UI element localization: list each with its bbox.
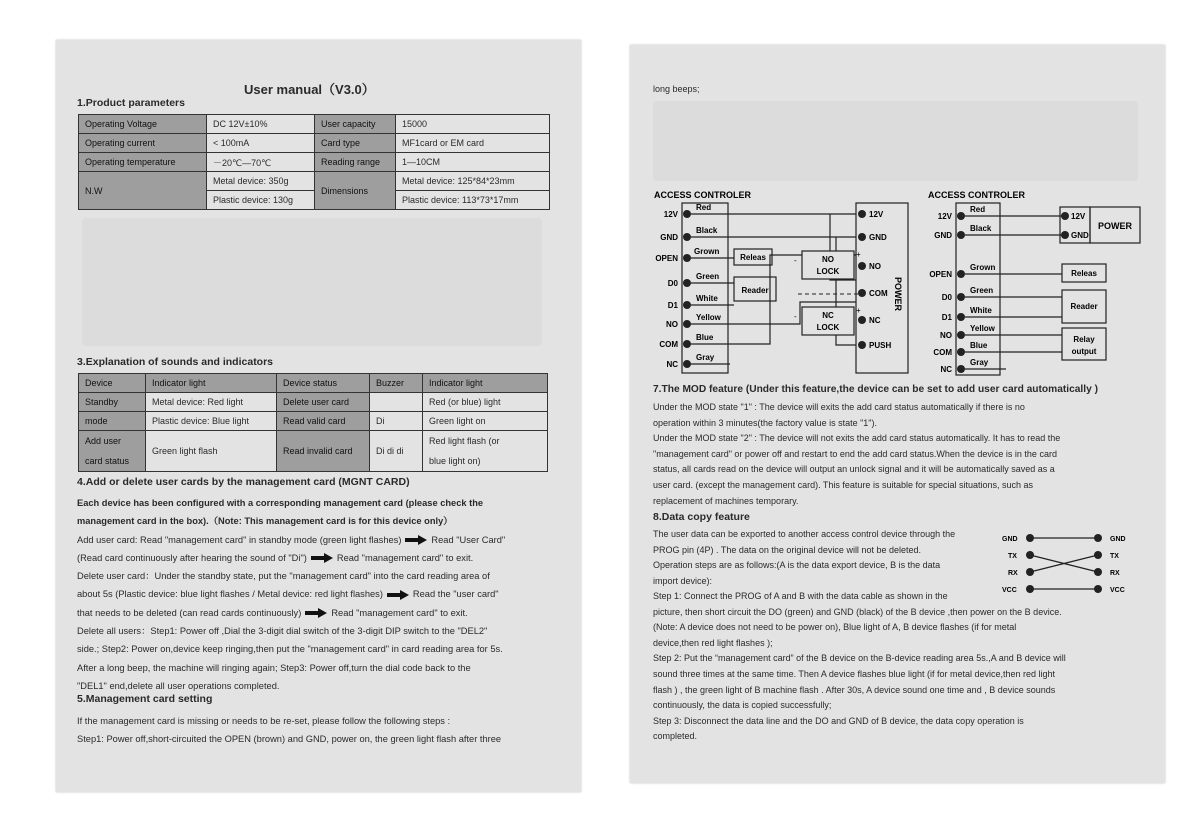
text-line [77, 585, 572, 603]
text-line: The user data can be exported to another access control device through the [653, 529, 956, 539]
pin-label: D1 [941, 313, 952, 322]
text-span: (Read card continuously after hearing the sound of "Di") [77, 552, 307, 563]
param-cell: DC 12V±10% [207, 115, 315, 134]
text-line: operation within 3 minutes(the factory value is state "1"). [653, 417, 877, 428]
section-product-parameters: 1.Product parameters [77, 97, 185, 109]
lock-label: NO [822, 255, 834, 264]
polarity-label: - [794, 256, 797, 265]
manual-title: User manual（V3.0） [244, 82, 375, 97]
left-manual-page [56, 40, 581, 792]
terminal [683, 301, 691, 309]
arrow-right-icon [405, 536, 427, 544]
text-line: completed. [653, 731, 698, 742]
text-line [77, 531, 572, 549]
text-line: sound three times at the same time. Then A device flashes blue light (if for metal device,then red light [653, 668, 1056, 679]
diagram-title: ACCESS CONTROLER [928, 190, 1026, 200]
indicator-cell: Red (or blue) light [423, 393, 548, 412]
text-line: user card. (except the management card). This feature is suitable for special situations, such as [653, 479, 1034, 490]
pin-label: 12V [937, 212, 952, 221]
indicator-header: Indicator light [146, 374, 277, 393]
text-line: Delete user card：Under the standby state, put the "management card" into the card reading area of [77, 571, 490, 582]
indicator-header: Indicator light [423, 374, 548, 393]
wire-label: White [696, 294, 718, 303]
pin-label: 12V [663, 210, 678, 219]
polarity-label: + [856, 306, 861, 315]
text-line: "DEL1" end,delete all user operations completed. [77, 680, 280, 691]
text-line: replacement of machines temporary. [653, 495, 799, 506]
indicator-header: Device [79, 374, 146, 393]
param-cell: Metal device: 350g [207, 172, 315, 191]
wire-label: Black [696, 226, 718, 235]
param-cell: Plastic device: 113*73*17mm [396, 191, 550, 210]
text-line: long beeps; [653, 84, 700, 94]
param-cell: N.W [79, 172, 207, 210]
lock-label: LOCK [816, 323, 840, 332]
prog-pin-label: GND [1110, 536, 1126, 543]
indicator-header: Device status [277, 374, 370, 393]
text-span: Read "management card" to exit. [331, 607, 468, 618]
diagram-title: ACCESS CONTROLER [654, 190, 752, 200]
terminal [683, 320, 691, 328]
section-8-intro [653, 527, 993, 589]
wiring-diagram [630, 185, 1165, 385]
section-8-steps [653, 589, 1158, 745]
indicator-cell [370, 393, 423, 412]
text-line: PROG pin (4P) . The data on the original device will not be deleted. [653, 544, 921, 555]
pin-label: D0 [941, 293, 952, 302]
terminal [957, 231, 965, 239]
power-vertical-label: POWER [893, 277, 903, 312]
terminal [858, 210, 866, 218]
terminal [957, 270, 965, 278]
indicator-cell: Green light on [423, 412, 548, 431]
text-span: Add user card: Read "management card" in standby mode (green light flashes) [77, 534, 402, 545]
wire-label: Black [970, 224, 992, 233]
terminal [1061, 231, 1069, 239]
indicator-text: Add user [85, 436, 122, 446]
text-line: import device): [653, 575, 713, 586]
psu-pin-label: PUSH [869, 341, 892, 350]
relay-label: Relay [1073, 335, 1095, 344]
terminal [957, 365, 965, 373]
lock-label: LOCK [816, 267, 840, 276]
indicator-cell [79, 431, 146, 472]
text-line [77, 549, 572, 567]
wire-label: White [970, 306, 992, 315]
psu-pin-label: NC [869, 316, 881, 325]
section-management-card: 5.Management card setting [77, 693, 213, 705]
wire-label: Blue [970, 341, 988, 350]
indicator-cell: Delete user card [277, 393, 370, 412]
pin-label: COM [933, 348, 952, 357]
indicator-cell: Green light flash [146, 431, 277, 472]
terminal [683, 254, 691, 262]
psu-pin-label: GND [869, 233, 887, 242]
text-line: Under the MOD state "2" : The device will not exits the add card status automatically. It has to read the [653, 433, 1061, 444]
prog-pin-label: VCC [1110, 587, 1125, 594]
text-line: Step 2: Put the “management card” of the B device on the B-device reading area 5s.,A and B device will [653, 653, 1066, 664]
terminal [683, 279, 691, 287]
indicator-cell: Di [370, 412, 423, 431]
text-span: Read "User Card" [431, 534, 506, 545]
param-cell: Reading range [315, 153, 396, 172]
text-line: continuously, the data is copied successfully; [653, 700, 832, 711]
wire-label: Red [970, 205, 986, 214]
pin-label: GND [934, 231, 952, 240]
arrow-right-icon [305, 609, 327, 617]
reader-label: Reader [1070, 302, 1098, 311]
indicator-cell: mode [79, 412, 146, 431]
text-line: Step 3: Disconnect the data line and the DO and GND of B device, the data copy operation is [653, 715, 1024, 726]
relay-label: output [1071, 347, 1097, 356]
terminal [957, 348, 965, 356]
indicator-cell: Read invalid card [277, 431, 370, 472]
wire-label: Yellow [970, 324, 995, 333]
param-cell: User capacity [315, 115, 396, 134]
psu-pin-label: NO [869, 262, 881, 271]
text-line: Under the MOD state "1" : The device will exits the add card status automatically if there is no [653, 402, 1025, 412]
prog-pin-label: RX [1008, 570, 1018, 577]
section-mod-feature: 7.The MOD feature (Under this feature,the device can be set to add user card automatically ) [653, 384, 1098, 395]
pin-label: NC [940, 365, 952, 374]
text-line: side.; Step2: Power on,device keep ringing,then put the "management card" in card reading area for 5s. [77, 644, 503, 655]
text-line: Delete all users：Step1: Power off ,Dial the 3-digit dial switch of the 3-digit DIP switch to the "DEL2" [77, 626, 488, 637]
psu-pin-label: GND [1071, 231, 1089, 240]
indicators-table [78, 373, 548, 472]
text-line: After a long beep, the machine will ringing again; Step3: Power off,turn the dial code back to the [77, 662, 471, 673]
pin-label: OPEN [655, 254, 678, 263]
terminal [1094, 551, 1102, 559]
wire-label: Grown [970, 263, 996, 272]
text-span: about 5s (Plastic device: blue light flashes / Metal device: red light flashes) [77, 589, 383, 600]
param-cell: MF1card or EM card [396, 134, 550, 153]
section-4-body [77, 494, 572, 695]
param-cell: 1—10CM [396, 153, 550, 172]
terminal [858, 316, 866, 324]
terminal [683, 210, 691, 218]
param-cell: 15000 [396, 115, 550, 134]
product-parameters-table [78, 114, 550, 210]
indicator-text: blue light on) [429, 456, 481, 466]
param-cell: －20℃—70℃ [207, 153, 315, 172]
indicator-text: Red light flash (or [429, 436, 500, 446]
wire-label: Gray [970, 358, 989, 367]
section-data-copy: 8.Data copy feature [653, 511, 750, 523]
power-label: POWER [1097, 221, 1133, 231]
text-line: "management card" or power off and restart to end the add card status.When the device is in the card [653, 448, 1057, 459]
prog-pin-label: TX [1008, 553, 1017, 560]
section-7-body [653, 400, 1148, 509]
wire-label: Yellow [696, 313, 721, 322]
terminal [1094, 534, 1102, 542]
terminal [683, 360, 691, 368]
pin-label: GND [660, 233, 678, 242]
section-5-body [77, 712, 572, 749]
terminal [1026, 534, 1034, 542]
blurred-region [82, 218, 542, 346]
reader-label: Reader [741, 286, 769, 295]
indicator-cell [423, 431, 548, 472]
text-line: Step 1: Connect the PROG of A and B with the data cable as shown in the [653, 591, 948, 601]
polarity-label: + [856, 250, 861, 259]
param-cell: < 100mA [207, 134, 315, 153]
section-add-delete-cards: 4.Add or delete user cards by the management card (MGNT CARD) [77, 476, 410, 488]
terminal [957, 293, 965, 301]
indicator-text: card status [85, 456, 130, 466]
wire-label: Gray [696, 353, 715, 362]
wire-label: Green [970, 286, 994, 295]
wire-label: Grown [694, 247, 720, 256]
pin-label: D1 [667, 301, 678, 310]
terminal [1094, 568, 1102, 576]
param-cell: Metal device: 125*84*23mm [396, 172, 550, 191]
wire-label: Red [696, 203, 712, 212]
wire-label: Blue [696, 333, 714, 342]
terminal [957, 313, 965, 321]
text-span: that needs to be deleted (can read cards continuously) [77, 607, 302, 618]
indicator-cell: Metal device: Red light [146, 393, 277, 412]
terminal [957, 331, 965, 339]
prog-pin-label: VCC [1002, 587, 1017, 594]
indicator-cell: Standby [79, 393, 146, 412]
arrow-right-icon [311, 554, 333, 562]
terminal [858, 262, 866, 270]
terminal [1026, 568, 1034, 576]
terminal [858, 289, 866, 297]
terminal [858, 233, 866, 241]
releas-label: Releas [740, 253, 766, 262]
pin-label: COM [659, 340, 678, 349]
terminal [1026, 551, 1034, 559]
pin-label: NO [666, 320, 678, 329]
terminal [858, 341, 866, 349]
polarity-label: - [794, 312, 797, 321]
text-line: status, all cards read on the device will output an unlock signal and it will be automatically saved as a [653, 464, 1055, 475]
text-line: flash ) , the green light of B machine flash . After 30s, A device sound one time and , B device sounds [653, 684, 1056, 695]
pin-label: NC [666, 360, 678, 369]
blurred-region [653, 101, 1138, 181]
text-span: Read the "user card" [412, 589, 499, 600]
param-cell: Plastic device: 130g [207, 191, 315, 210]
param-cell: Card type [315, 134, 396, 153]
psu-pin-label: COM [869, 289, 888, 298]
lock-label: NC [822, 311, 834, 320]
indicator-cell: Read valid card [277, 412, 370, 431]
param-cell: Operating temperature [79, 153, 207, 172]
text-line: device,then red light flashes ); [653, 637, 773, 648]
param-cell: Operating Voltage [79, 115, 207, 134]
terminal [683, 340, 691, 348]
text-line: Each device has been configured with a corresponding management card (please check the [77, 498, 484, 508]
wire-label: Green [696, 272, 720, 281]
text-line: picture, then short circuit the DO (green) and GND (black) of the B device ,then power on the B device. [653, 606, 1062, 617]
text-line: management card in the box).（Note: This management card is for this device only） [77, 516, 453, 527]
psu-pin-label: 12V [1071, 212, 1086, 221]
right-manual-page [630, 45, 1165, 783]
indicator-cell: Plastic device: Blue light [146, 412, 277, 431]
text-line: (Note: A device does not need to be power on), Blue light of A, B device flashes (if for metal [653, 622, 1017, 633]
terminal [957, 212, 965, 220]
param-cell: Operating current [79, 134, 207, 153]
pin-label: D0 [667, 279, 678, 288]
indicator-cell: Di di di [370, 431, 423, 472]
param-cell: Dimensions [315, 172, 396, 210]
text-line: If the management card is missing or needs to be re-set, please follow the following steps : [77, 716, 451, 726]
pin-label: OPEN [929, 270, 952, 279]
terminal [683, 233, 691, 241]
releas-label: Releas [1071, 269, 1097, 278]
text-line [77, 604, 572, 622]
terminal [1061, 212, 1069, 220]
text-line: Step1: Power off,short-circuited the OPEN (brown) and GND, power on, the green light flash after three [77, 734, 502, 745]
pin-label: NO [940, 331, 952, 340]
indicator-header: Buzzer [370, 374, 423, 393]
prog-pin-label: TX [1110, 553, 1119, 560]
prog-pin-label: RX [1110, 570, 1120, 577]
text-span: Read "management card" to exit. [336, 552, 474, 563]
section-sounds-indicators: 3.Explanation of sounds and indicators [77, 356, 274, 368]
arrow-right-icon [387, 591, 409, 599]
psu-pin-label: 12V [869, 210, 884, 219]
prog-pin-label: GND [1002, 536, 1018, 543]
text-line: Operation steps are as follows:(A is the data export device, B is the data [653, 560, 941, 571]
